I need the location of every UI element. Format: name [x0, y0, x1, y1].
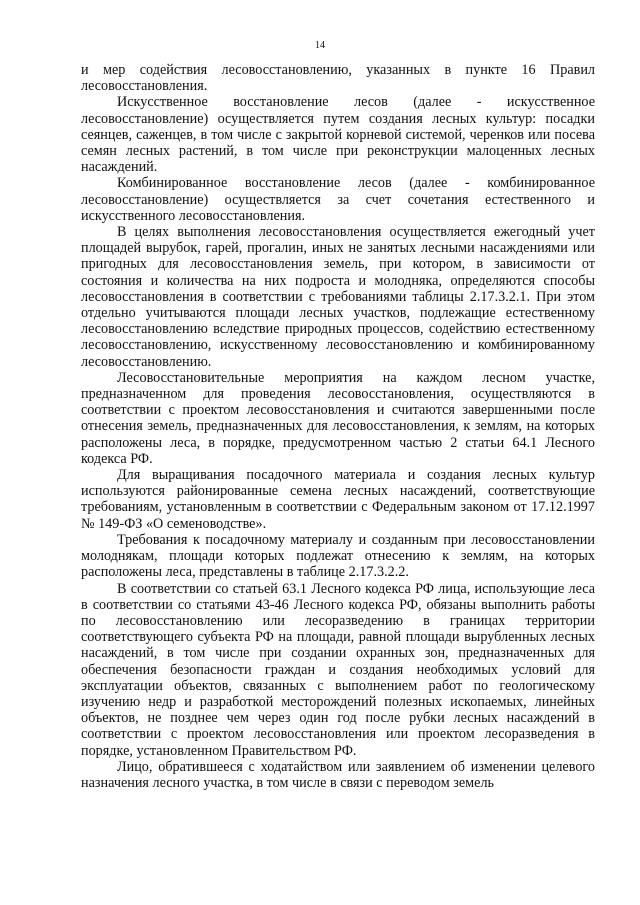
- paragraph-combined-reforestation: Комбинированное восстановление лесов (далее - комбинированное лесовосстановление) осуществляется за счет сочетания естественного и искусственного лесовосстановления.: [81, 175, 595, 224]
- paragraph-planting-material: Для выращивания посадочного материала и создания лесных культур используются районированные семена лесных насаждений, соответствующие требованиям, установленным в соответствии с Федеральным законом от 17.12.1997 № 149-ФЗ «О семеноводстве».: [81, 467, 595, 532]
- page-number: 14: [315, 40, 325, 51]
- paragraph-continuation: и мер содействия лесовосстановлению, указанных в пункте 16 Правил лесовосстановления.: [81, 62, 595, 95]
- paragraph-annual-accounting: В целях выполнения лесовосстановления осуществляется ежегодный учет площадей вырубок, гарей, прогалин, иных не занятых лесными насаждениями или пригодных для лесовосстановления земель, при котором, в зависимости от состояния и количества на них подроста и молодняка, определяются способы лесовосстановления в соответствии с требованиями таблицы 2.17.3.2.1. При этом отдельно учитываются площади лесных участков, подлежащие естественному лесовосстановлению вследствие природных процессов, содействию естественному лесовосстановлению, искусственному лесовосстановлению и комбинированному лесовосстановлению.: [81, 224, 595, 370]
- paragraph-requirements: Требования к посадочному материалу и созданным при лесовосстановлении молоднякам, площади которых подлежат отнесению к землям, на которых расположены леса, представлены в таблице 2.17.3.2.2.: [81, 531, 595, 581]
- paragraph-petition: Лицо, обратившееся с ходатайством или заявлением об изменении целевого назначения лесного участка, в том числе в связи с переводом земель: [81, 758, 595, 791]
- body-text: [81, 62, 595, 791]
- paragraph-article-63-1: В соответствии со статьей 63.1 Лесного кодекса РФ лица, использующие леса в соответствии со статьями 43-46 Лесного кодекса РФ, обязаны выполнить работы по лесовосстановлению или лесоразведению в границах территории соответствующего субъекта РФ на площади, равной площади вырубленных лесных насаждений, в том числе при создании охранных зон, предназначенных для обеспечения безопасности граждан и создания необходимых условий для эксплуатации объектов, связанных с выполнением работ по геологическому изучению недр и разработкой месторождений полезных ископаемых, линейных объектов, не позднее чем через один год после рубки лесных насаждений в соответствии с проектом лесовосстановления или проектом лесоразведения в порядке, установленном Правительством РФ.: [81, 580, 595, 759]
- paragraph-artificial-reforestation: Искусственное восстановление лесов (далее - искусственное лесовосстановление) осуществляется путем создания лесных культур: посадки сеянцев, саженцев, в том числе с закрытой корневой системой, черенков или посева семян лесных растений, в том числе при реконструкции малоценных лесных насаждений.: [81, 94, 595, 176]
- paragraph-reforestation-measures: Лесовосстановительные мероприятия на каждом лесном участке, предназначенном для проведения лесовосстановления, осуществляются в соответствии с проектом лесовосстановления и считаются завершенными после отнесения земель, предназначенных для лесовосстановления, к землям, на которых расположены леса, в порядке, предусмотренном частью 2 статьи 64.1 Лесного кодекса РФ.: [81, 369, 595, 467]
